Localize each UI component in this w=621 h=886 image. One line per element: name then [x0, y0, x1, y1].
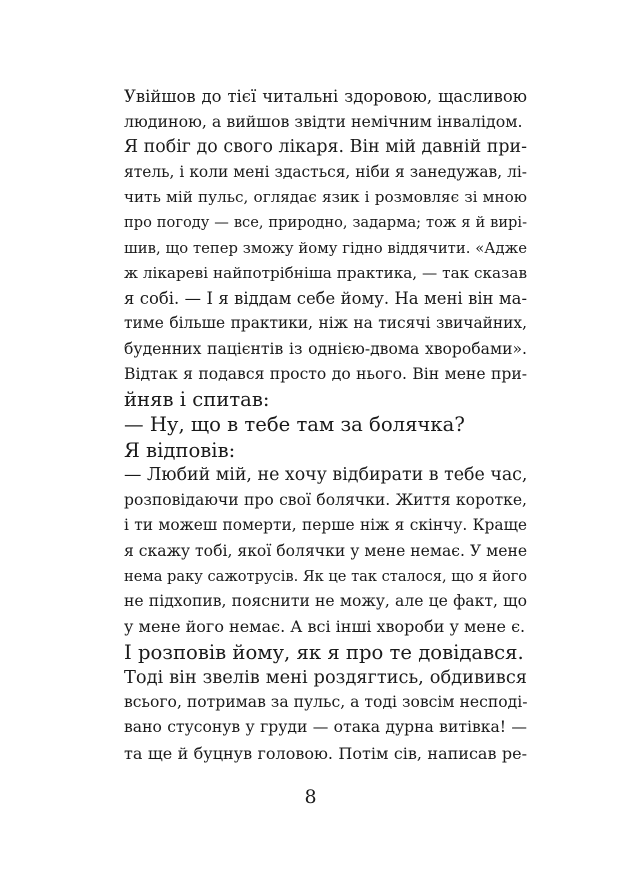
text-line: буденних пацієнтів із однією-двома хворобами».	[124, 339, 527, 358]
text-line: і ти можеш померти, перше ніж я скінчу. Краще	[124, 516, 527, 535]
paragraph	[96, 640, 527, 665]
text-line: чить мій пульс, оглядає язик і розмовляє зі мною	[124, 188, 527, 206]
text-line: всього, потримав за пульс, а тоді зовсім несподі-	[124, 693, 528, 711]
text-line: ятель, і коли мені здасться, ніби я занедужав, лі-	[124, 162, 527, 181]
text-line: нема раку сажотрусів. Як це так сталося, що я його	[124, 567, 528, 585]
paragraph	[96, 135, 527, 413]
page-number: 8	[304, 786, 317, 808]
text-line: я скажу тобі, якої болячки у мене немає. У мене	[124, 541, 528, 560]
text-line: людиною, а вийшов звідти немічним інвалідом.	[124, 112, 523, 132]
text-line: І розповів йому, як я про те довідався.	[124, 640, 524, 664]
text-line: шив, що тепер зможу йому гідно віддячити. «Адже	[124, 239, 527, 257]
text-line: та ще й буцнув головою. Потім сів, написав ре-	[124, 743, 527, 763]
text-line: — Любий мій, не хочу відбирати в тебе час,	[124, 464, 528, 485]
text-line: Тоді він звелів мені роздягтись, обдивився	[124, 666, 527, 688]
paragraph	[96, 665, 527, 766]
text-line: у мене його немає. А всі інші хвороби у мене є.	[124, 617, 526, 637]
paragraph	[96, 438, 527, 463]
text-line: вано стусонув у груди — отака дурна витівка! —	[124, 718, 527, 737]
paragraph	[96, 412, 527, 437]
text-line: Я відповів:	[124, 438, 236, 462]
document-body	[96, 84, 527, 766]
text-line: я собі. — І я віддам себе йому. На мені він ма-	[124, 289, 527, 308]
text-line: йняв і спитав:	[124, 388, 270, 411]
paragraph	[96, 84, 527, 135]
text-line: Увійшов до тієї читальні здоровою, щасливою	[124, 87, 527, 106]
text-line: не підхопив, пояснити не можу, але це факт, що	[124, 592, 527, 610]
text-line: розповідаючи про свої болячки. Життя коротке,	[124, 491, 527, 509]
text-line: — Ну, що в тебе там за болячка?	[124, 413, 465, 437]
text-line: ж лікареві найпотрібніша практика, — так сказав	[124, 263, 527, 282]
text-line: про погоду — все, природно, задарма; тож я й вирі-	[124, 214, 527, 232]
paragraph	[96, 463, 527, 640]
text-line: Відтак я подався просто до нього. Він мене при-	[124, 364, 527, 383]
text-line: тиме більше практики, ніж на тисячі звичайних,	[124, 314, 527, 333]
text-line: Я побіг до свого лікаря. Він мій давній при-	[124, 136, 527, 157]
